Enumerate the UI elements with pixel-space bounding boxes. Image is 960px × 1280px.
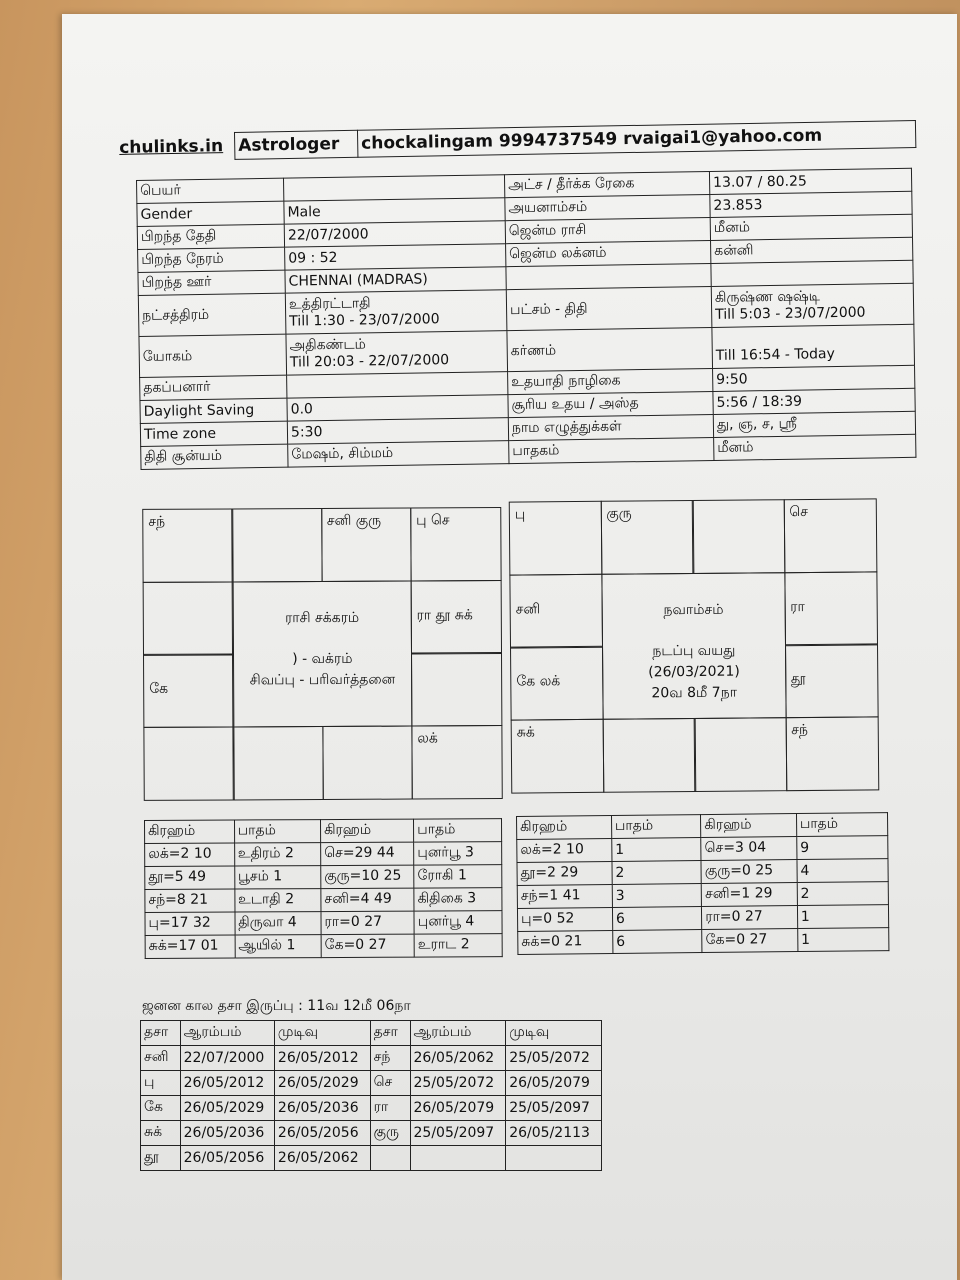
role-label: Astrologer xyxy=(234,130,357,159)
table-header-row xyxy=(141,1021,602,1046)
chart-house xyxy=(509,501,603,576)
house-planets: பு செ xyxy=(416,512,450,529)
table-cell: சுக்=0 21 xyxy=(518,930,613,954)
column-header: தசா xyxy=(370,1021,410,1046)
table-cell: ரோகி 1 xyxy=(414,865,502,888)
column-header: பாதம் xyxy=(611,815,701,839)
table-cell: சந் xyxy=(370,1046,410,1071)
chart-house xyxy=(784,643,878,718)
dasa-title: ஜனன கால தசா இருப்பு : 11வ 12மீ 06நா xyxy=(142,998,411,1014)
table-cell: 6 xyxy=(613,930,703,954)
info-value xyxy=(285,290,507,334)
chart-house xyxy=(233,725,324,800)
chart-center xyxy=(232,580,413,728)
column-header: பாதம் xyxy=(414,819,502,842)
column-header: கிரஹம் xyxy=(145,820,235,843)
chart-house xyxy=(509,573,603,648)
house-planets: சுக் xyxy=(516,723,535,741)
house-planets: பு xyxy=(514,506,526,523)
column-header: கிரஹம் xyxy=(321,819,414,842)
info-value-line: Till 20:03 - 22/07/2000 xyxy=(289,352,450,371)
chart-center-text: (26/03/2021) xyxy=(648,663,740,680)
table-row xyxy=(145,911,502,936)
column-header: தசா xyxy=(141,1021,181,1046)
info-value: Male xyxy=(284,198,505,224)
table-cell: புனர்பூ 4 xyxy=(414,911,502,934)
info-value xyxy=(287,372,508,398)
table-cell: சனி=4 49 xyxy=(321,888,414,911)
table-cell: சனி xyxy=(141,1046,181,1071)
table-cell xyxy=(370,1146,410,1171)
rasi-chart xyxy=(142,507,501,799)
info-label: ஜென்ம லக்னம் xyxy=(506,240,711,266)
table-row xyxy=(518,928,889,955)
table-cell: செ=3 04 xyxy=(701,837,797,861)
table-cell: உராட 2 xyxy=(414,934,502,957)
info-value xyxy=(711,260,913,286)
info-label: பிறந்த நேரம் xyxy=(138,247,285,272)
info-value-line: அதிகண்டம் xyxy=(289,336,366,354)
table-cell: கே xyxy=(141,1096,181,1121)
info-value: கன்னி xyxy=(711,237,913,263)
chart-house xyxy=(602,717,696,792)
info-value: 23.853 xyxy=(710,191,912,217)
table-row xyxy=(145,888,502,913)
table-cell: 1 xyxy=(797,905,888,929)
info-label: கர்ணம் xyxy=(507,327,713,371)
table-cell: சந்=1 41 xyxy=(517,884,612,908)
table-cell: லக்=2 10 xyxy=(145,843,235,866)
info-label: உதயாதி நாழிகை xyxy=(508,368,713,394)
table-cell: சனி=1 29 xyxy=(701,883,797,907)
table-cell: 26/05/2056 xyxy=(274,1121,370,1146)
info-value: 0.0 xyxy=(287,395,508,421)
table-cell: 1 xyxy=(612,838,702,862)
info-value xyxy=(712,324,915,368)
info-label xyxy=(506,263,711,289)
table-cell: 3 xyxy=(612,884,702,908)
chart-house xyxy=(600,500,694,575)
info-value-line: Till 5:03 - 23/07/2000 xyxy=(715,304,866,323)
column-header: கிரஹம் xyxy=(517,816,612,840)
info-label: அட்ச / தீர்க்க ரேகை xyxy=(504,171,709,197)
table-cell: 26/05/2079 xyxy=(506,1071,602,1096)
chart-house xyxy=(692,499,786,574)
table-row xyxy=(145,934,502,959)
table-cell: 26/05/2056 xyxy=(180,1146,274,1171)
table-cell: 26/05/2036 xyxy=(180,1121,274,1146)
table-cell: ரா=0 27 xyxy=(321,911,414,934)
table-cell: 26/05/2062 xyxy=(410,1046,506,1071)
column-header: ஆரம்பம் xyxy=(180,1021,274,1046)
info-label: Time zone xyxy=(140,421,287,446)
table-cell: உதிரம் 2 xyxy=(234,843,320,866)
table-cell: 4 xyxy=(797,859,888,883)
info-value: 5:56 / 18:39 xyxy=(713,388,915,414)
chart-house xyxy=(510,646,604,721)
table-cell: ரா xyxy=(370,1096,410,1121)
chart-center-text: ராசி சக்கரம் xyxy=(285,609,360,626)
info-label: பாதகம் xyxy=(509,437,714,463)
table-cell: சுக்=17 01 xyxy=(145,935,235,958)
table-row xyxy=(145,842,502,867)
chart-house xyxy=(411,725,502,800)
table-row xyxy=(141,1046,602,1071)
table-cell: 26/05/2036 xyxy=(274,1096,370,1121)
chart-center xyxy=(601,572,787,720)
table-row xyxy=(141,1146,602,1171)
info-value: 22/07/2000 xyxy=(284,221,505,247)
table-cell: செ xyxy=(370,1071,410,1096)
info-value: 09 : 52 xyxy=(285,244,506,270)
house-planets: கே xyxy=(149,681,169,698)
info-label: பிறந்த தேதி xyxy=(137,224,284,249)
info-value: CHENNAI (MADRAS) xyxy=(285,267,506,293)
table-cell: 26/05/2012 xyxy=(180,1071,274,1096)
info-value: மேஷம், சிம்மம் xyxy=(288,441,509,467)
navamsa-chart xyxy=(509,498,878,791)
column-header: பாதம் xyxy=(796,813,887,837)
table-cell: தூ=2 29 xyxy=(517,861,612,885)
info-label: பட்சம் - திதி xyxy=(506,286,712,330)
info-label: Daylight Saving xyxy=(140,398,287,423)
info-label: நட்சத்திரம் xyxy=(138,293,286,336)
chart-house xyxy=(143,581,234,656)
chart-house xyxy=(322,725,413,800)
chart-house xyxy=(143,726,234,801)
house-planets: சனி குரு xyxy=(326,512,382,529)
table-cell: 2 xyxy=(797,882,888,906)
info-value-line: உத்திரட்டாதி xyxy=(288,295,371,313)
table-cell xyxy=(410,1146,506,1171)
house-planets: குரு xyxy=(606,505,632,522)
info-value-line: Till 16:54 - Today xyxy=(715,346,835,364)
chart-house xyxy=(511,718,605,793)
info-label: நாம எழுத்துக்கள் xyxy=(508,414,713,440)
table-cell: ஆயில் 1 xyxy=(235,935,321,958)
info-label: சூரிய உதய / அஸ்த xyxy=(508,391,713,417)
table-cell: 1 xyxy=(798,928,889,952)
table-cell: குரு=10 25 xyxy=(321,865,414,888)
table-cell: 26/05/2062 xyxy=(274,1146,370,1171)
chart-house xyxy=(694,717,788,792)
column-header: ஆரம்பம் xyxy=(410,1021,506,1046)
info-label: ஜென்ம ராசி xyxy=(505,217,710,243)
table-cell: 26/05/2029 xyxy=(274,1071,370,1096)
table-header-row xyxy=(145,819,502,844)
table-cell: பூசம் 1 xyxy=(234,866,320,889)
table-row xyxy=(141,1071,602,1096)
table-cell: உடாதி 2 xyxy=(235,889,321,912)
table-cell: சுக் xyxy=(141,1121,181,1146)
chart-center-text: நடப்பு வயது xyxy=(652,642,736,659)
chart-house xyxy=(784,571,878,646)
table-cell: பு=17 32 xyxy=(145,912,235,935)
column-header: பாதம் xyxy=(234,820,320,843)
chart-house xyxy=(410,580,501,655)
info-value: 5:30 xyxy=(287,418,508,444)
table-cell: புனர்பூ 3 xyxy=(414,842,502,865)
info-label: பிறந்த ஊர் xyxy=(138,270,285,295)
table-cell: 25/05/2072 xyxy=(506,1046,602,1071)
table-cell: திருவா 4 xyxy=(235,912,321,935)
house-planets: சனி xyxy=(515,601,541,618)
contact-info: chockalingam 9994737549 rvaigai1@yahoo.com xyxy=(357,121,915,158)
chart-house xyxy=(231,508,322,583)
info-value: மீனம் xyxy=(714,434,916,460)
info-value: து, ஞ, ச, ஸ்ரீ xyxy=(713,411,915,437)
table-cell: ரா=0 27 xyxy=(702,906,798,930)
house-planets: தூ xyxy=(790,671,806,688)
chart-house xyxy=(411,652,502,727)
info-value: 13.07 / 80.25 xyxy=(709,168,911,194)
table-cell xyxy=(506,1146,602,1171)
table-cell: தூ=5 49 xyxy=(145,866,235,889)
table-cell: 25/05/2072 xyxy=(410,1071,506,1096)
info-label: பெயர் xyxy=(137,178,284,203)
info-value: மீனம் xyxy=(710,214,912,240)
info-value-line: கிருஷ்ண ஷஷ்டி xyxy=(714,288,820,306)
info-value xyxy=(286,331,508,375)
chart-house xyxy=(321,508,412,583)
chart-house xyxy=(142,508,233,583)
house-planets: ரா xyxy=(790,598,805,615)
table-cell: கே=0 27 xyxy=(321,934,414,957)
house-planets: செ xyxy=(789,503,809,521)
info-value: 9:50 xyxy=(713,365,915,391)
info-value xyxy=(711,283,914,327)
table-cell: பு=0 52 xyxy=(517,907,612,931)
table-cell: 26/05/2029 xyxy=(180,1096,274,1121)
table-cell: 9 xyxy=(797,836,888,860)
table-cell: லக்=2 10 xyxy=(517,839,612,863)
table-cell: சந்=8 21 xyxy=(145,889,235,912)
table-cell: தூ xyxy=(141,1146,181,1171)
chart-center-text: சிவப்பு - பரிவர்த்தனை xyxy=(249,671,396,688)
house-planets: சந் xyxy=(148,513,166,530)
info-label: திதி சூன்யம் xyxy=(141,444,288,469)
chart-center-text: 20வ 8மீ 7நா xyxy=(651,684,738,701)
navamsa-planet-table xyxy=(516,812,889,955)
table-cell: 25/05/2097 xyxy=(410,1121,506,1146)
table-cell: 25/05/2097 xyxy=(506,1096,602,1121)
table-cell: 22/07/2000 xyxy=(180,1046,274,1071)
table-row xyxy=(145,865,502,890)
table-cell: 2 xyxy=(612,861,702,885)
chart-house xyxy=(143,653,234,728)
table-row xyxy=(141,1121,602,1146)
table-cell: குரு xyxy=(370,1121,410,1146)
chart-center-text: ) - வக்ரம் xyxy=(292,650,353,667)
info-value xyxy=(283,175,504,201)
column-header: முடிவு xyxy=(274,1021,370,1046)
chart-center-text: நவாம்சம் xyxy=(663,601,724,618)
table-cell: 26/05/2079 xyxy=(410,1096,506,1121)
table-cell: கிதிகை 3 xyxy=(414,888,502,911)
site-name: chulinks.in xyxy=(119,136,224,158)
chart-house xyxy=(783,498,877,573)
house-planets: லக் xyxy=(417,729,438,746)
house-planets: ரா தூ சுக் xyxy=(416,606,473,624)
dasa-table xyxy=(140,1020,602,1171)
column-header: முடிவு xyxy=(506,1021,602,1046)
table-cell: 6 xyxy=(612,907,702,931)
table-cell: 26/05/2113 xyxy=(506,1121,602,1146)
chart-house xyxy=(785,716,879,791)
house-planets: சந் xyxy=(791,721,809,738)
table-cell: 26/05/2012 xyxy=(274,1046,370,1071)
birth-details-table xyxy=(136,168,916,470)
rasi-planet-table xyxy=(144,818,503,959)
table-cell: குரு=0 25 xyxy=(701,860,797,884)
chart-house xyxy=(410,507,501,582)
info-label: யோகம் xyxy=(139,334,287,377)
table-cell: கே=0 27 xyxy=(702,929,798,953)
info-label: Gender xyxy=(137,201,284,226)
column-header: கிரஹம் xyxy=(701,814,797,838)
table-cell: பு xyxy=(141,1071,181,1096)
info-label: அயனாம்சம் xyxy=(505,194,710,220)
table-row xyxy=(141,1096,602,1121)
house-planets: கே லக் xyxy=(516,673,561,690)
table-cell: செ=29 44 xyxy=(321,842,414,865)
info-value-line: Till 1:30 - 23/07/2000 xyxy=(289,311,440,330)
info-label: தகப்பனார் xyxy=(140,375,287,400)
